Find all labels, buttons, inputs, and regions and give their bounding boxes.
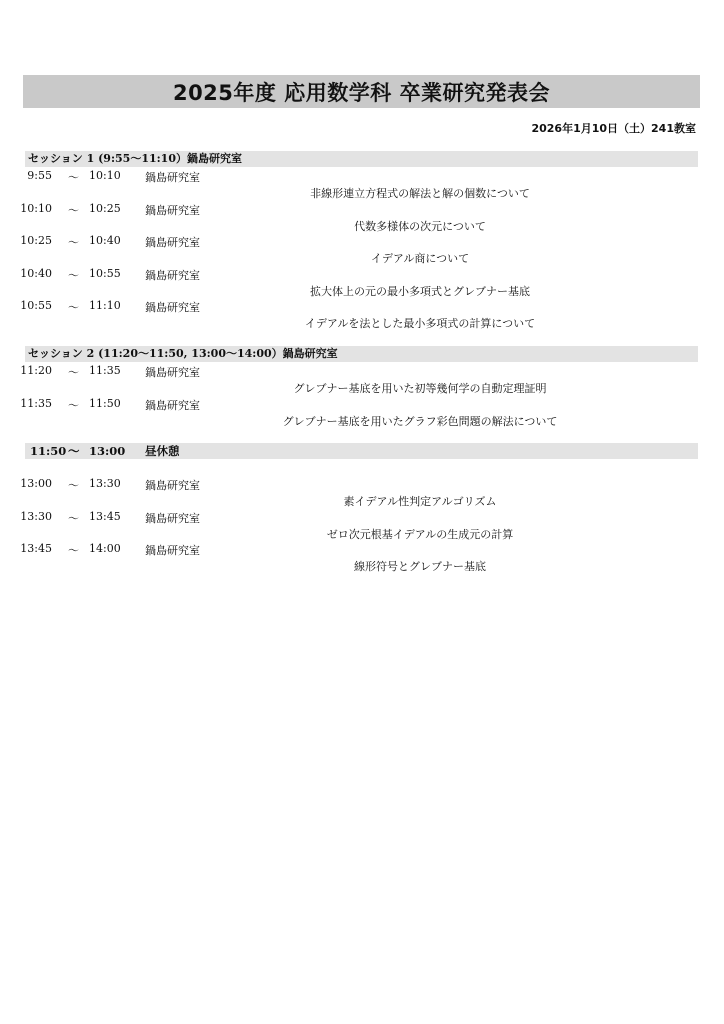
session-header: セッション 1 (9:55〜11:10）鍋島研究室 <box>25 151 698 167</box>
talk-title: グレブナー基底を用いたグラフ彩色問題の解法について <box>282 414 558 428</box>
time-separator: 〜 <box>68 236 79 249</box>
schedule-entry <box>20 297 698 330</box>
talk-title: グレブナー基底を用いた初等幾何学の自動定理証明 <box>293 382 547 395</box>
talk-title: 非線形連立方程式の解法と解の個数について <box>310 187 530 200</box>
afternoon-block <box>20 475 698 573</box>
time-separator: 〜 <box>68 398 79 412</box>
lab-name: 鍋島研究室 <box>145 479 200 492</box>
talk-title: 拡大体上の元の最小多項式とグレブナー基底 <box>310 284 530 298</box>
schedule-entry <box>20 265 698 298</box>
end-time: 11:10 <box>89 299 121 312</box>
end-time: 10:55 <box>89 266 121 280</box>
start-time: 10:55 <box>20 299 52 312</box>
time-separator: 〜 <box>68 301 79 314</box>
lab-name: 鍋島研究室 <box>145 544 200 557</box>
end-time: 13:30 <box>89 477 121 490</box>
schedule-entry <box>25 167 698 200</box>
lab-name: 鍋島研究室 <box>145 268 200 282</box>
title-bar <box>23 75 700 108</box>
time-separator: 〜 <box>68 544 79 557</box>
schedule-entry <box>20 362 698 395</box>
lunch-break <box>25 443 698 459</box>
schedule-entry <box>20 475 698 508</box>
lab-name: 鍋島研究室 <box>145 203 200 217</box>
time-separator: 〜 <box>68 203 79 217</box>
end-time: 10:10 <box>89 169 121 182</box>
start-time: 13:30 <box>20 509 52 523</box>
start-time: 10:40 <box>20 266 52 280</box>
end-time: 10:25 <box>89 201 121 215</box>
start-time: 13:45 <box>20 542 52 555</box>
lab-name: 鍋島研究室 <box>145 301 200 314</box>
end-time: 11:50 <box>89 396 121 410</box>
start-time: 13:00 <box>20 477 52 490</box>
break-end: 13:00 <box>89 444 126 458</box>
time-separator: 〜 <box>68 366 79 379</box>
talk-title: 素イデアル性判定アルゴリズム <box>343 495 497 508</box>
schedule-entry <box>20 395 698 428</box>
start-time: 11:35 <box>20 396 52 410</box>
talk-title: イデアル商について <box>370 252 470 265</box>
break-row <box>25 443 698 459</box>
break-label: 昼休憩 <box>145 444 180 458</box>
session-header: セッション 2 (11:20〜11:50, 13:00〜14:00）鍋島研究室 <box>25 346 698 362</box>
break-start: 11:50 <box>30 444 67 458</box>
session-2 <box>20 346 698 428</box>
end-time: 11:35 <box>89 364 121 377</box>
lab-name: 鍋島研究室 <box>145 236 200 249</box>
time-separator: 〜 <box>68 479 79 492</box>
start-time: 9:55 <box>27 169 52 182</box>
schedule-entry <box>20 508 698 541</box>
schedule-entry <box>20 200 698 233</box>
talk-title: ゼロ次元根基イデアルの生成元の計算 <box>326 527 514 541</box>
event-date: 2026年1月10日（土）241教室 <box>531 122 696 135</box>
end-time: 14:00 <box>89 542 121 555</box>
session-1 <box>20 151 698 330</box>
lab-name: 鍋島研究室 <box>145 171 200 184</box>
end-time: 13:45 <box>89 509 121 523</box>
schedule-entry <box>20 232 698 265</box>
start-time: 10:25 <box>20 234 52 247</box>
schedule-entry <box>20 540 698 573</box>
lab-name: 鍋島研究室 <box>145 398 200 412</box>
time-separator: 〜 <box>68 268 79 282</box>
start-time: 11:20 <box>20 364 52 377</box>
start-time: 10:10 <box>20 201 52 215</box>
lab-name: 鍋島研究室 <box>145 511 200 525</box>
talk-title: 代数多様体の次元について <box>354 219 486 233</box>
end-time: 10:40 <box>89 234 121 247</box>
lab-name: 鍋島研究室 <box>145 366 200 379</box>
talk-title: 線形符号とグレブナー基底 <box>354 560 486 573</box>
page-title: 2025年度 応用数学科 卒業研究発表会 <box>172 80 551 105</box>
time-separator: 〜 <box>68 171 79 184</box>
talk-title: イデアルを法とした最小多項式の計算について <box>304 317 536 330</box>
time-separator: 〜 <box>68 511 79 525</box>
time-separator: 〜 <box>68 444 80 458</box>
